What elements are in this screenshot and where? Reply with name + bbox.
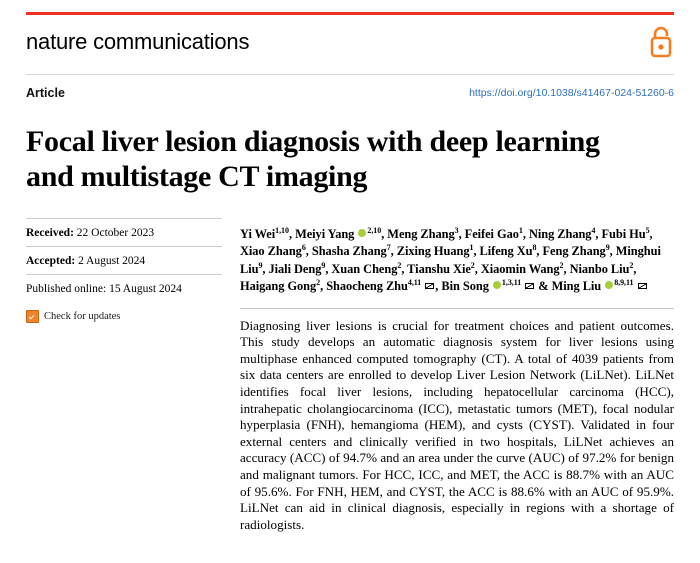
published-line <box>26 275 222 302</box>
accepted-line <box>26 247 222 274</box>
accepted-date: 2 August 2024 <box>78 255 146 267</box>
published-label: Published online: <box>26 283 107 295</box>
page-title: Focal liver lesion diagnosis with deep learning and multistage CT imaging <box>26 125 600 194</box>
open-access-icon <box>648 24 674 58</box>
article-history-column <box>26 218 222 323</box>
header-divider <box>26 74 674 75</box>
abstract-text: Diagnosing liver lesions is crucial for treatment choices and patient outcomes. This study develops an automatic diagnosis system for liver lesions using multiphase enhanced computed tomography (CT). A total of 4039 patients from six data centers are enrolled to develop Liver Lesion Network (LiLNet). LiLNet identifies focal liver lesions, including hepatocellular carcinoma (HCC), intrahepatic cholangiocarcinoma (ICC), metastatic tumors (MET), focal nodular hyperplasia (FNH), hemangioma (HEM), and cysts (CYST). Validated in four external centers and clinically verified in two hospitals, LiLNet achieves an accuracy (ACC) of 94.7% and an area under the curve (AUC) of 97.2% for benign and malignant tumors. For HCC, ICC, and MET, the ACC is 88.7% with an AUC of 95.6%. For FNH, HEM, and CYST, the ACC is 88.6% with an AUC of 95.9%. LiLNet can aid in clinical diagnosis, especially in regions with a shortage of radiologists. <box>240 317 674 532</box>
check-for-updates-label: Check for updates <box>44 311 121 322</box>
authors-and-abstract-column <box>240 226 674 533</box>
top-accent-rule <box>26 12 674 15</box>
check-for-updates[interactable] <box>26 302 222 323</box>
accepted-label: Accepted: <box>26 255 76 267</box>
crossmark-icon <box>26 310 39 323</box>
author-list: Yi Wei$^{1,10}$, Meiyi Yang $^{2,10}$, Meng Zhang$^3$, Feifei Gao$^1$, Ning Zhang$^4$, Fubi Hu$^5$, Xiao Zhang$^6$, Shasha Zhang$^7$, Zixing Huang$^1$, Lifeng Xu$^8$, Feng Zhang$^9$, Minghui Liu$^9$, Jiali Deng$^9$, Xuan Cheng$^2$, Tianshu Xie$^2$, Xiaomin Wang$^2$, Nianbo Liu$^2$, Haigang Gong$^2$, Shaocheng Zhu$^{4,11}$ , Bin Song $^{1,3,11}$ & Ming Liu $^{8,9,11}$ <box>240 225 661 294</box>
article-type-label: Article <box>26 86 65 100</box>
received-date: 22 October 2023 <box>76 227 155 239</box>
doi-link[interactable]: https://doi.org/10.1038/s41467-024-51260-6 <box>469 87 674 99</box>
journal-name: nature communications <box>26 29 250 54</box>
abstract-divider <box>240 308 674 309</box>
published-date: 15 August 2024 <box>109 283 182 295</box>
received-label: Received: <box>26 227 74 239</box>
received-line <box>26 219 222 246</box>
journal-masthead <box>26 22 674 62</box>
